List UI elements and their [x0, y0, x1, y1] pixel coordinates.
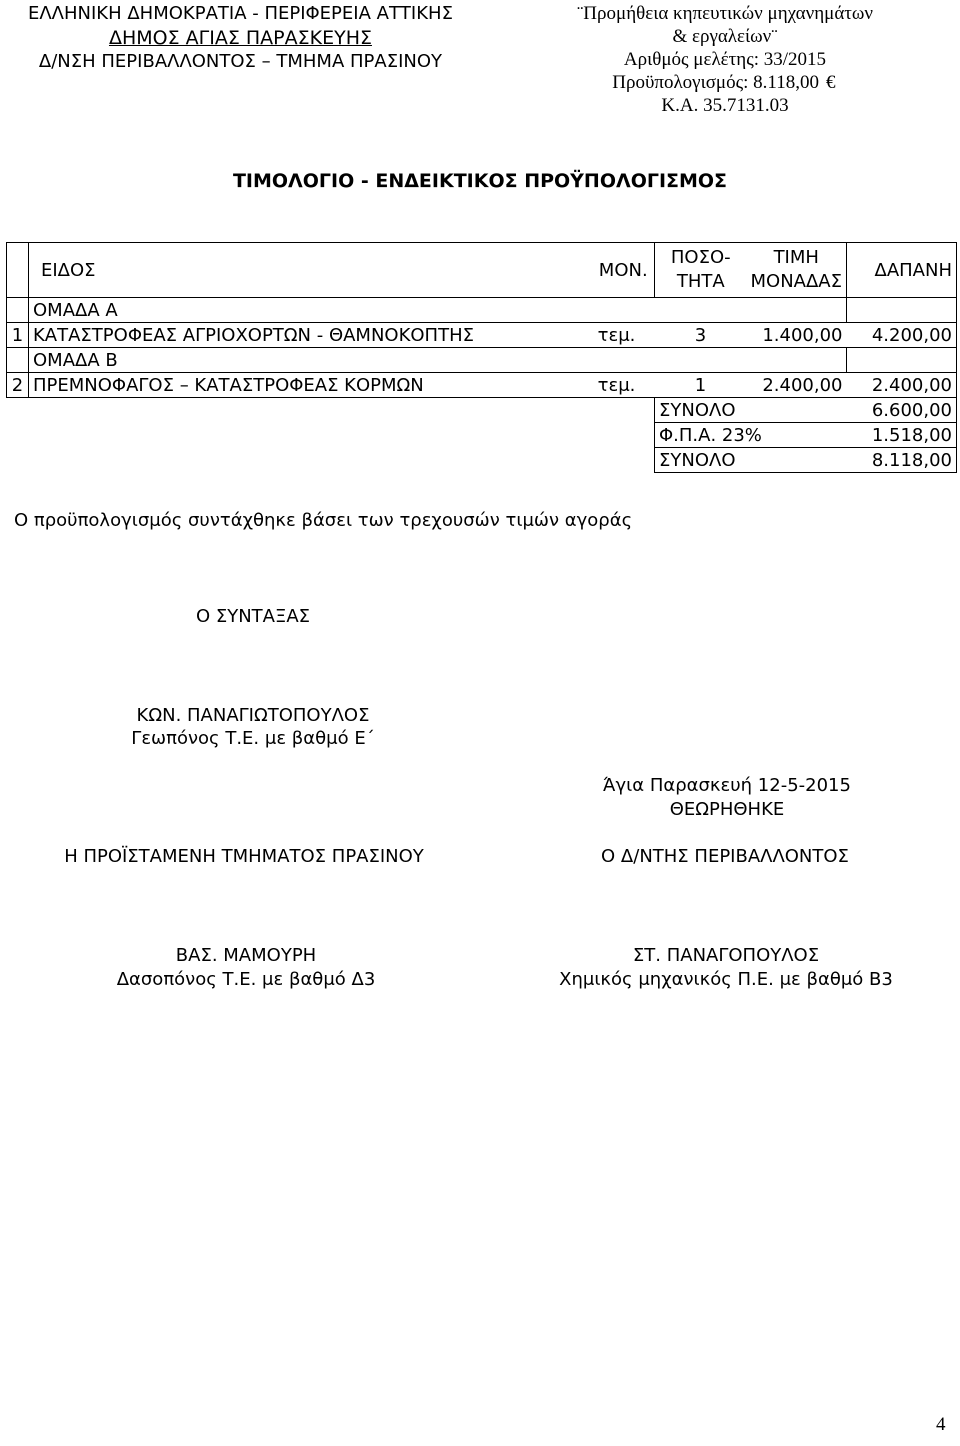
director-block — [546, 944, 906, 992]
supervisor-role: Η ΠΡΟΪΣΤΑΜΕΝΗ ΤΜΗΜΑΤΟΣ ΠΡΑΣΙΝΟΥ — [64, 846, 424, 867]
supervisor-name: ΒΑΣ. ΜΑΜΟΥΡΗ — [175, 945, 317, 966]
budget-amount: Προϋπολογισμός: 8.118,00 — [612, 72, 819, 93]
row1-quantity: 3 — [655, 323, 747, 348]
project-title-line2: & εργαλείων¨ — [672, 26, 778, 47]
row2-unit: τεμ. — [579, 373, 655, 398]
director-name: ΣΤ. ΠΑΝΑΓΟΠΟΥΛΟΣ — [632, 945, 820, 966]
row2-item: ΠΡΕΜΝΟΦΑΓΟΣ – ΚΑΤΑΣΤΡΟΦΕΑΣ ΚΟΡΜΩΝ — [29, 373, 579, 398]
vat-value: 1.518,00 — [847, 423, 957, 448]
row1-unit: τεμ. — [579, 323, 655, 348]
table-row — [7, 298, 957, 323]
composer-block — [0, 704, 506, 750]
supervisor-title: Δασοπόνος Τ.Ε. με βαθμό Δ3 — [116, 969, 376, 990]
place-date: Άγια Παρασκευή 12-5-2015 — [603, 775, 851, 796]
study-number: Αριθμός μελέτης: 33/2015 — [623, 49, 827, 70]
director-title: Χημικός μηχανικός Π.Ε. με βαθμό Β3 — [559, 969, 893, 990]
table-header-row — [7, 243, 957, 298]
row2-number: 2 — [7, 373, 29, 398]
header-unit-price-line1: ΤΙΜΗ — [773, 247, 819, 268]
seen-label: ΘΕΩΡΗΘΗΚΕ — [669, 799, 785, 820]
composer-role: Ο ΣΥΝΤΑΞΑΣ — [195, 606, 311, 627]
page-number: 4 — [936, 1414, 946, 1435]
total-label: ΣΥΝΟΛΟ — [655, 448, 847, 473]
header-department: Δ/ΝΣΗ ΠΕΡΙΒΑΛΛΟΝΤΟΣ – ΤΜΗΜΑ ΠΡΑΣΙΝΟΥ — [38, 51, 443, 72]
composer-name: ΚΩΝ. ΠΑΝΑΓΙΩΤΟΠΟΥΛΟΣ — [136, 705, 370, 726]
row2-cost: 2.400,00 — [847, 373, 957, 398]
subtotal-row — [7, 398, 957, 423]
header-unit: ΜΟΝ. — [579, 243, 655, 298]
total-row — [7, 448, 957, 473]
total-value: 8.118,00 — [847, 448, 957, 473]
budget-note: Ο προϋπολογισμός συντάχθηκε βάσει των τρεχουσών τιμών αγοράς — [14, 510, 633, 531]
document-title: ΤΙΜΟΛΟΓΙΟ - ΕΝΔΕΙΚΤΙΚΟΣ ΠΡΟΫΠΟΛΟΓΙΣΜΟΣ — [232, 170, 728, 192]
row2-unit-price: 2.400,00 — [747, 373, 847, 398]
approval-block — [596, 774, 858, 822]
table-row — [7, 348, 957, 373]
header-unit-price — [747, 243, 847, 298]
group-b-label: ΟΜΑΔΑ Β — [29, 348, 747, 373]
subtotal-value: 6.600,00 — [847, 398, 957, 423]
composer-title: Γεωπόνος Τ.Ε. με βαθμό Ε΄ — [131, 728, 375, 749]
budget-table — [6, 242, 957, 473]
vat-label: Φ.Π.Α. 23% — [655, 423, 847, 448]
header-quantity-line2: ΤΗΤΑ — [676, 271, 725, 292]
header-unit-price-line2: ΜΟΝΑΔΑΣ — [750, 271, 842, 292]
subtotal-label: ΣΥΝΟΛΟ — [655, 398, 847, 423]
header-cost: ΔΑΠΑΝΗ — [847, 243, 957, 298]
row1-cost: 4.200,00 — [847, 323, 957, 348]
table-row — [7, 373, 957, 398]
budget-code: Κ.Α. 35.7131.03 — [661, 95, 789, 116]
table-row — [7, 323, 957, 348]
supervisor-block — [96, 944, 396, 992]
director-role: Ο Δ/ΝΤΗΣ ΠΕΡΙΒΑΛΛΟΝΤΟΣ — [601, 846, 849, 867]
header-quantity-line1: ΠΟΣΟ- — [670, 247, 731, 268]
vat-row — [7, 423, 957, 448]
budget-line — [560, 71, 890, 94]
euro-symbol-icon: € — [825, 72, 836, 93]
header-municipality: ΔΗΜΟΣ ΑΓΙΑΣ ΠΑΡΑΣΚΕΥΗΣ — [108, 27, 372, 49]
row1-item: ΚΑΤΑΣΤΡΟΦΕΑΣ ΑΓΡΙΟΧΟΡΤΩΝ - ΘΑΜΝΟΚΟΠΤΗΣ — [29, 323, 579, 348]
row2-quantity: 1 — [655, 373, 747, 398]
header-item: ΕΙΔΟΣ — [29, 243, 579, 298]
header-left — [28, 2, 453, 74]
header-country-region: ΕΛΛΗΝΙΚΗ ΔΗΜΟΚΡΑΤΙΑ - ΠΕΡΙΦΕΡΕΙΑ ΑΤΤΙΚΗΣ — [28, 3, 453, 24]
project-title-line1: ¨Προμήθεια κηπευτικών μηχανημάτων — [576, 3, 874, 24]
row1-number: 1 — [7, 323, 29, 348]
group-a-label: ΟΜΑΔΑ Α — [29, 298, 747, 323]
row1-unit-price: 1.400,00 — [747, 323, 847, 348]
header-quantity — [655, 243, 747, 298]
header-right — [560, 2, 890, 117]
